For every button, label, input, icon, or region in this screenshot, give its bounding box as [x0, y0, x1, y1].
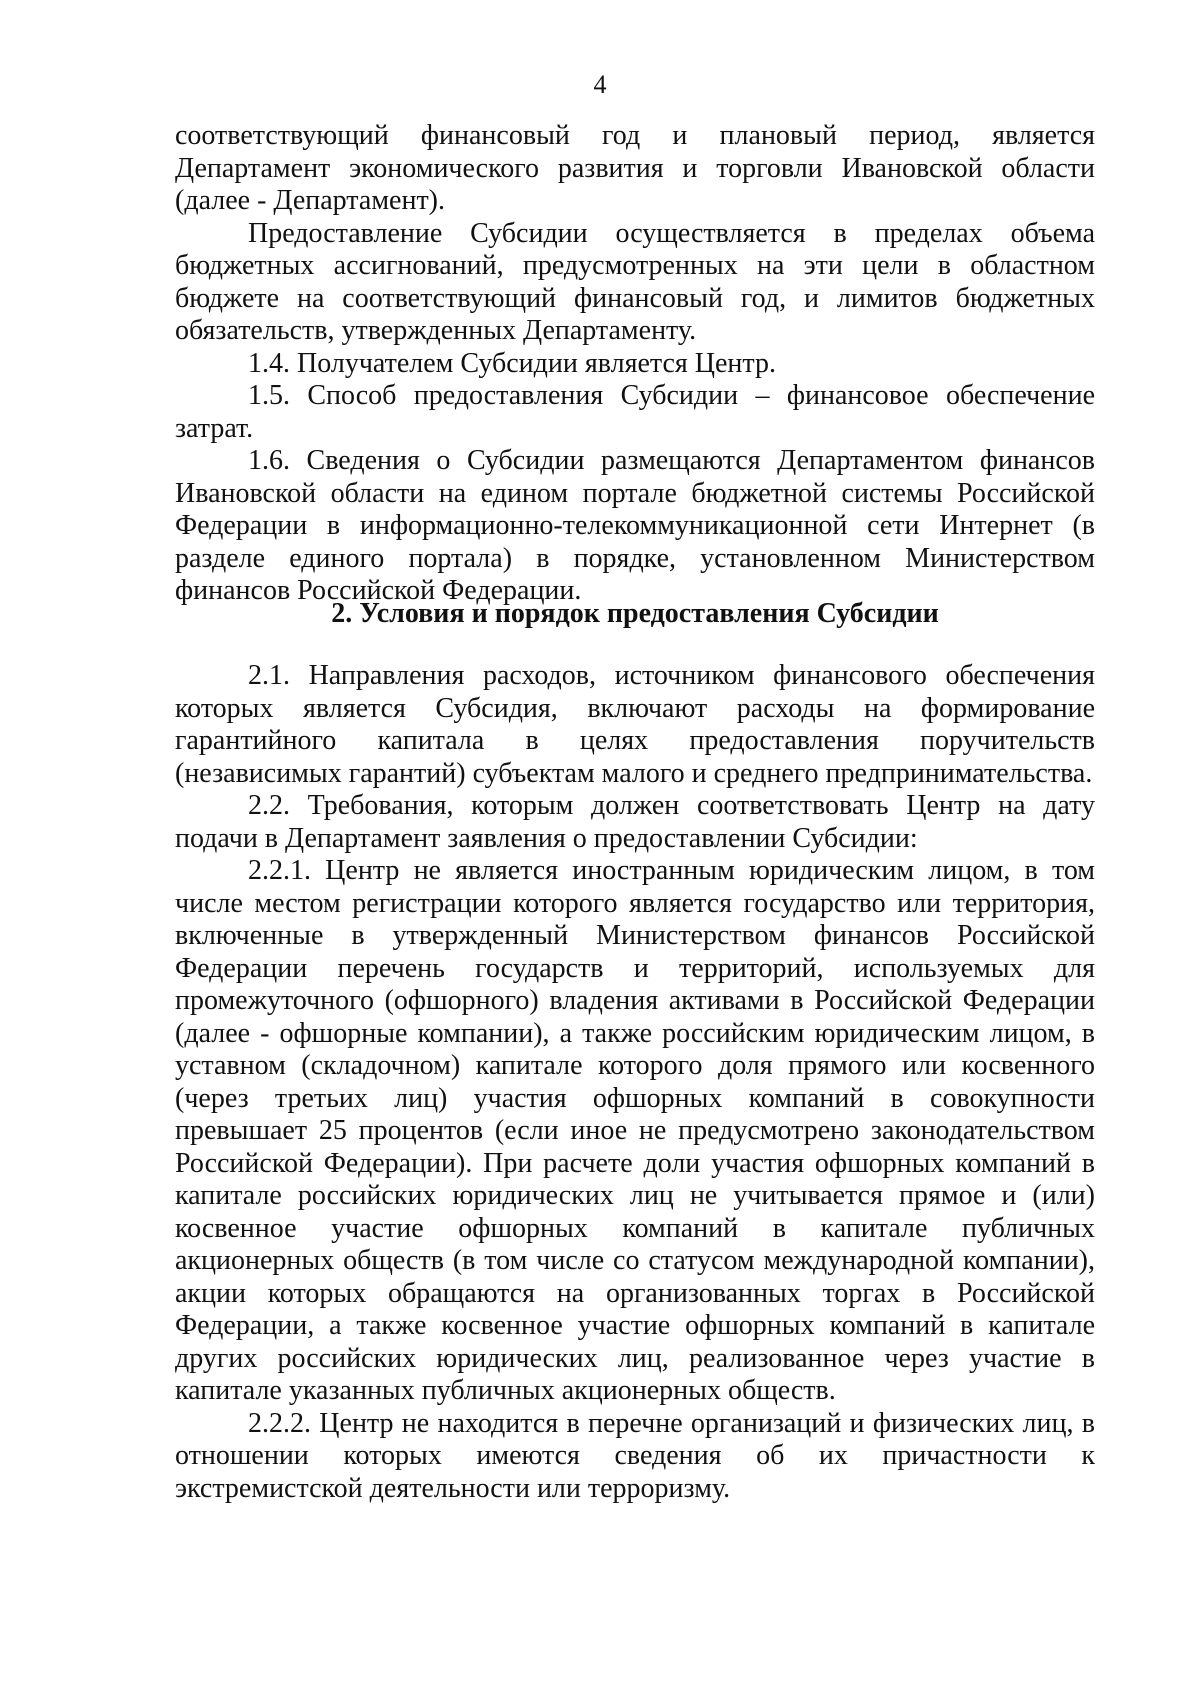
paragraph-department-continuation: соответствующий финансовый год и плановый период, является Департамент экономического развития и торговли Ивановской области (далее - Департамент). [175, 120, 1095, 216]
clause-1-5: 1.5. Способ предоставления Субсидии – финансовое обеспечение затрат. [175, 380, 1095, 444]
page-number: 4 [593, 70, 607, 99]
clause-2-2-2: 2.2.2. Центр не находится в перечне организаций и физических лиц, в отношении которых имеются сведения об их причастности к экстремистской деятельности или терроризму. [175, 1407, 1095, 1504]
clause-1-6: 1.6. Сведения о Субсидии размещаются Департаментом финансов Ивановской области на едином портале бюджетной системы Российской Федерации в информационно-телекоммуникационной сети Интернет (в разделе единого портала) в порядке, установленном Министерством финансов Российской Федерации. [175, 445, 1095, 606]
paragraph-budget-limits: Предоставление Субсидии осуществляется в пределах объема бюджетных ассигнований, предусмотренных на эти цели в областном бюджете на соответствующий финансовый год, и лимитов бюджетных обязательств, утвержденных Департаменту. [175, 217, 1095, 346]
clause-2-1: 2.1. Направления расходов, источником финансового обеспечения которых является Субсидия, включают расходы на формирование гарантийного капитала в целях предоставления поручительств (независимых гарантий) субъектам малого и среднего предпринимательства. [175, 660, 1095, 789]
intro-block [175, 120, 1095, 608]
clause-1-4: 1.4. Получателем Субсидии является Центр. [248, 347, 776, 379]
section-2-heading: 2. Условия и порядок предоставления Субсидии [331, 598, 939, 629]
clause-2-2: 2.2. Требования, которым должен соответствовать Центр на дату подачи в Департамент заявления о предоставлении Субсидии: [175, 790, 1095, 854]
section-2-body [175, 660, 1095, 1505]
clause-2-2-1: 2.2.1. Центр не является иностранным юридическим лицом, в том числе местом регистрации которого является государство или территория, включенные в утвержденный Министерством финансов Российской Федерации перечень государств и территорий, используемых для промежуточного (офшорного) владения активами в Российской Федерации (далее - офшорные компании), а также российским юридическим лицом, в уставном (складочном) капитале которого доля прямого или косвенного (через третьих лиц) участия офшорных компаний в совокупности превышает 25 процентов (если иное не предусмотрено законодательством Российской Федерации). При расчете доли участия офшорных компаний в капитале российских юридических лиц не учитывается прямое и (или) косвенное участие офшорных компаний в капитале публичных акционерных обществ (в том числе со статусом международной компании), акции которых обращаются на организованных торгах в Российской Федерации, а также косвенное участие офшорных компаний в капитале других российских юридических лиц, реализованное через участие в капитале указанных публичных акционерных обществ. [175, 855, 1095, 1406]
